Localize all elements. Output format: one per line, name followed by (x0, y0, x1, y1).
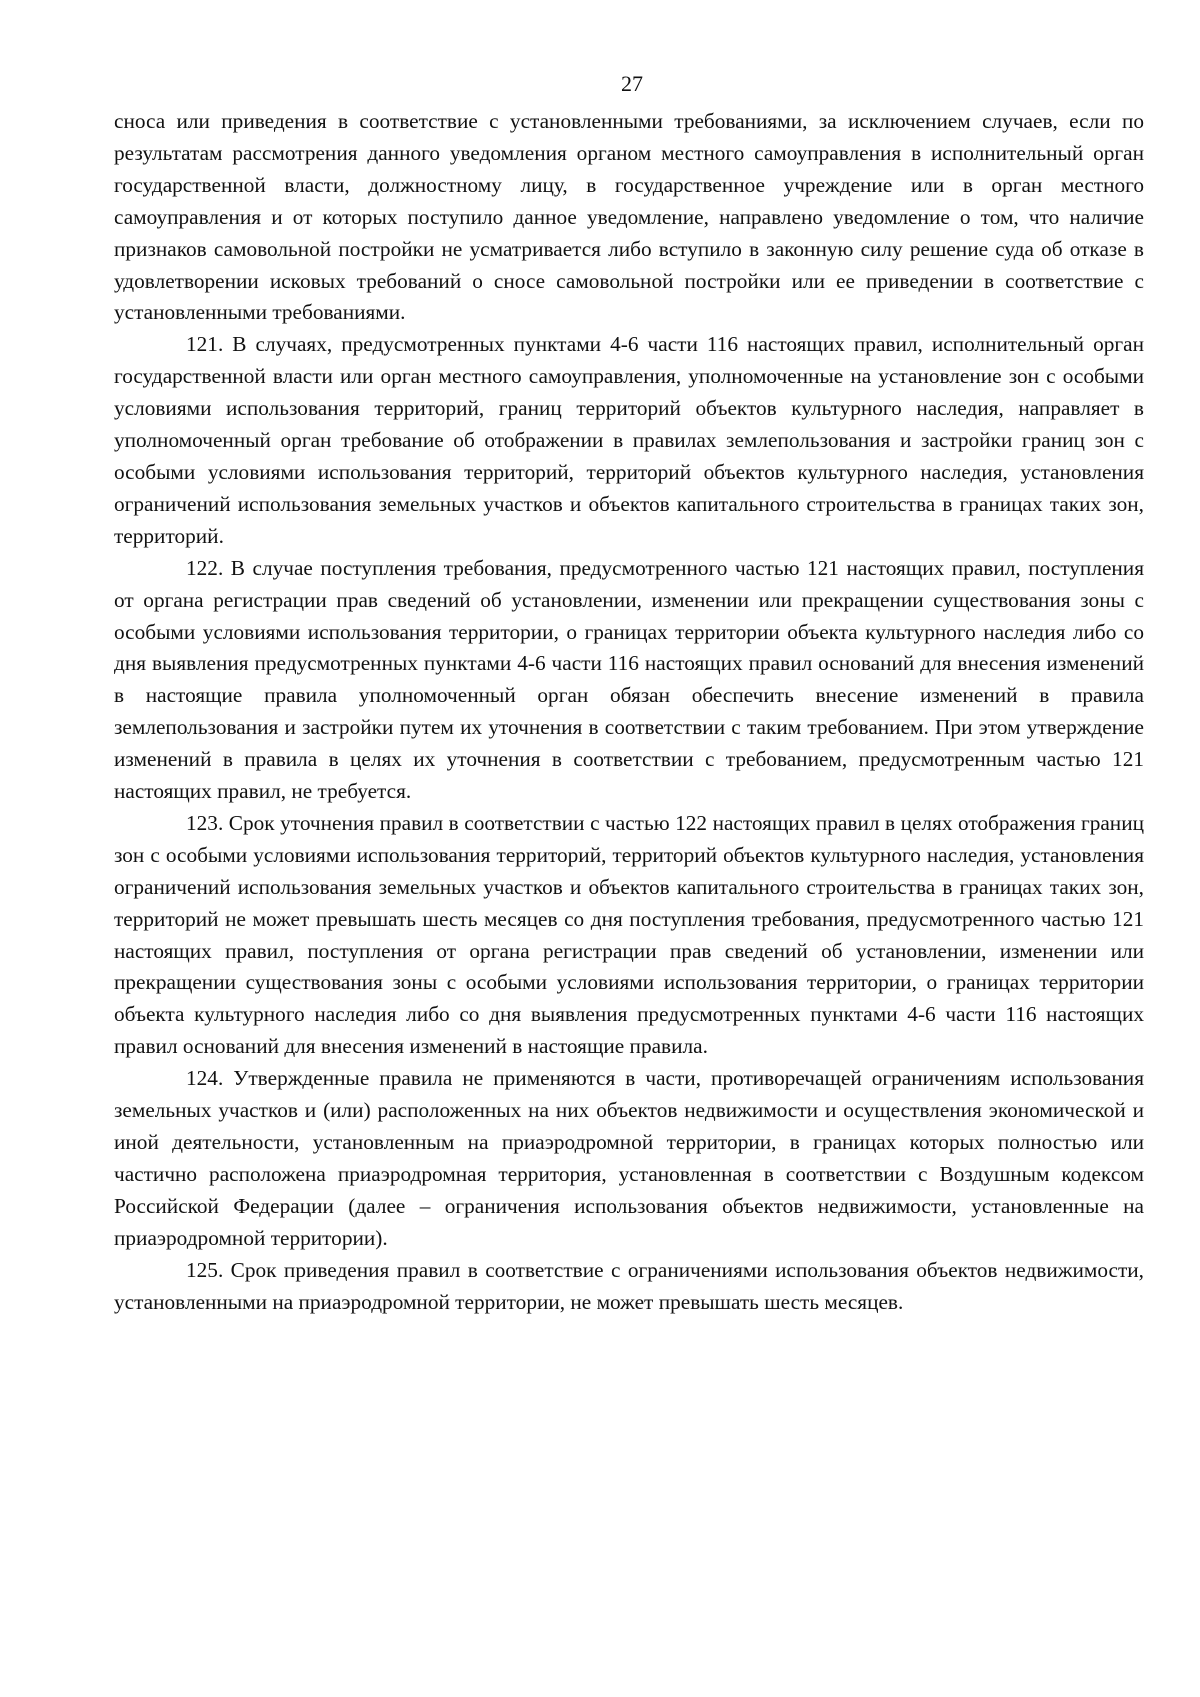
paragraph-123: 123. Срок уточнения правил в соответствии с частью 122 настоящих правил в целях отображения границ зон с особыми условиями использования территорий, территорий объектов культурного наследия, установления ограничений использования земельных участков и объектов капитального строительства в границах таких зон, территорий не может превышать шесть месяцев со дня поступления требования, предусмотренного частью 121 настоящих правил, поступления от органа регистрации прав сведений об установлении, изменении или прекращении существования зоны с особыми условиями использования территории, о границах территории объекта культурного наследия либо со дня выявления предусмотренных пунктами 4-6 части 116 настоящих правил оснований для внесения изменений в настоящие правила. (114, 810, 1144, 1059)
paragraph-125: 125. Срок приведения правил в соответствие с ограничениями использования объектов недвижимости, установленными на приаэродромной территории, не может превышать шесть месяцев. (114, 1257, 1144, 1314)
page-number: 27 (621, 71, 643, 96)
document-page (114, 62, 1144, 1318)
paragraph-continuation: сноса или приведения в соответствие с установленными требованиями, за исключением случаев, если по результатам рассмотрения данного уведомления органом местного самоуправления в исполнительный орган государственной власти, должностному лицу, в государственное учреждение или в орган местного самоуправления и от которых поступило данное уведомление, направлено уведомление о том, что наличие признаков самовольной постройки не усматривается либо вступило в законную силу решение суда об отказе в удовлетворении исковых требований о сносе самовольной постройки или ее приведении в соответствие с установленными требованиями. (114, 109, 1144, 325)
paragraph-124: 124. Утвержденные правила не применяются в части, противоречащей ограничениям использования земельных участков и (или) расположенных на них объектов недвижимости и осуществления экономической и иной деятельности, установленным на приаэродромной территории, в границах которых полностью или частично расположена приаэродромная территория, установленная в соответствии с Воздушным кодексом Российской Федерации (далее – ограничения использования объектов недвижимости, установленные на приаэродромной территории). (114, 1066, 1144, 1250)
paragraph-122: 122. В случае поступления требования, предусмотренного частью 121 настоящих правил, поступления от органа регистрации прав сведений об установлении, изменении или прекращении существования зоны с особыми условиями использования территории, о границах территории объекта культурного наследия либо со дня выявления предусмотренных пунктами 4-6 части 116 настоящих правил оснований для внесения изменений в настоящие правила уполномоченный орган обязан обеспечить внесение изменений в правила землепользования и застройки путем их уточнения в соответствии с таким требованием. При этом утверждение изменений в правила в целях их уточнения в соответствии с требованием, предусмотренным частью 121 настоящих правил, не требуется. (114, 555, 1144, 804)
paragraph-121: 121. В случаях, предусмотренных пунктами 4-6 части 116 настоящих правил, исполнительный орган государственной власти или орган местного самоуправления, уполномоченные на установление зон с особыми условиями использования территорий, границ территорий объектов культурного наследия, направляет в уполномоченный орган требование об отображении в правилах землепользования и застройки границ зон с особыми условиями использования территорий, территорий объектов культурного наследия, установления ограничений использования земельных участков и объектов капитального строительства в границах таких зон, территорий. (114, 332, 1144, 548)
